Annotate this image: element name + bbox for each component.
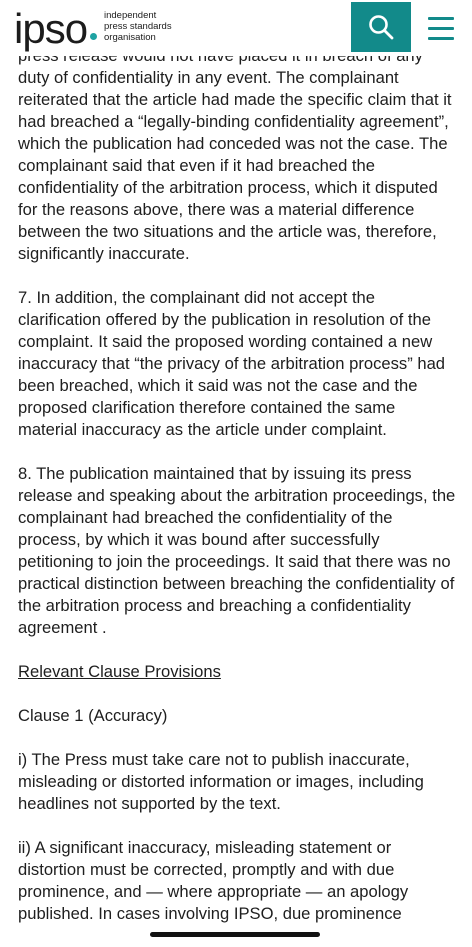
logo-tagline-line-2: press standards <box>104 21 172 32</box>
hamburger-menu-icon <box>428 17 454 20</box>
clause-i: i) The Press must take care not to publish inaccurate, misleading or distorted information or images, including headlines not supported by the text. <box>18 750 424 813</box>
clause-title: Clause 1 (Accuracy) <box>18 706 168 725</box>
logo-tagline-line-1: independent <box>104 10 157 21</box>
ipso-logo[interactable]: ipso <box>14 5 88 52</box>
clause-ii: ii) A significant inaccuracy, misleading statement or distortion must be corrected, promptly and with due prominence, and — where appropriate — an apology published. In cases involving IPSO, due prominence <box>18 838 409 923</box>
home-indicator[interactable] <box>150 932 320 937</box>
site-header <box>0 0 472 56</box>
hamburger-menu-icon-bar <box>428 27 454 30</box>
hamburger-menu-icon-bar <box>428 37 454 40</box>
logo-dot <box>90 33 97 40</box>
paragraph-8: 8. The publication maintained that by issuing its press release and speaking about the arbitration proceedings, the complainant had breached the confidentiality of the process, by which it was bound after successfully petitioning to join the proceedings. It said that there was no practical distinction between breaching the confidentiality of the arbitration process and breaching a confidentiality agreement . <box>18 464 456 637</box>
paragraph-intro: duty of confidentiality in any event. The complainant reiterated that the article had made the specific claim that it had breached a “legally-binding confidentiality agreement”, which the publication had conceded was not the case. The complainant said that even if it had breached the confidentiality of the arbitration process, which it disputed for the reasons above, there was a material difference between the two situations and the article was, therefore, significantly inaccurate. <box>18 68 452 263</box>
menu-button[interactable] <box>418 8 464 48</box>
search-icon <box>367 13 395 41</box>
search-button[interactable] <box>351 2 411 52</box>
article-body <box>18 45 458 925</box>
logo-tagline-line-3: organisation <box>104 32 156 43</box>
logo-tagline <box>104 10 172 43</box>
paragraph-7: 7. In addition, the complainant did not accept the clarification offered by the publication in resolution of the complaint. It said the proposed wording contained a new inaccuracy that “the privacy of the arbitration process” had been breached, which it said was not the case and the proposed clarification therefore contained the same material inaccuracy as the article under complaint. <box>18 288 446 439</box>
section-heading: Relevant Clause Provisions <box>18 662 221 681</box>
